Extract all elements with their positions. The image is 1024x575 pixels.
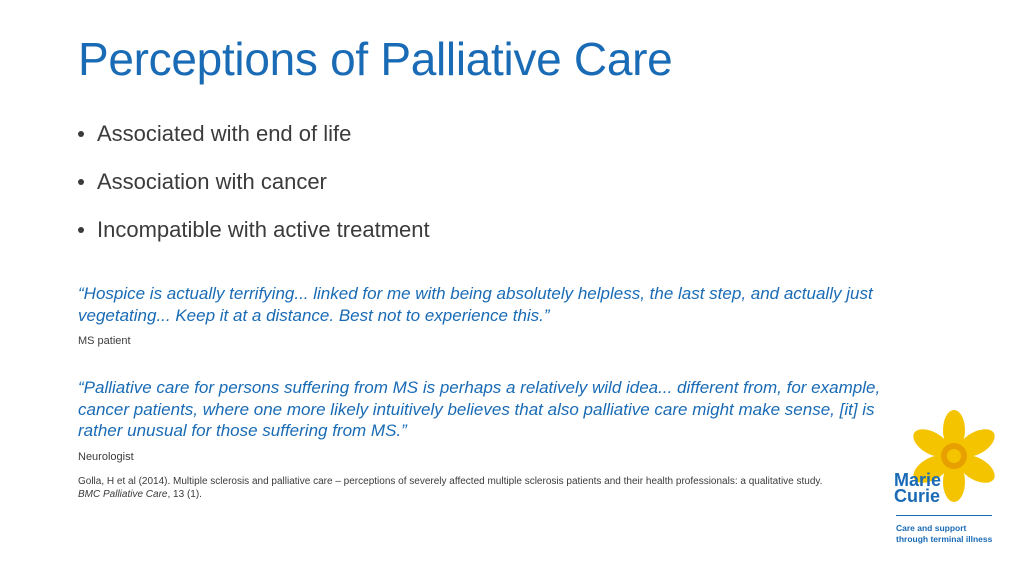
bullet-item (78, 118, 430, 166)
bullet-list (78, 118, 430, 262)
neurologist-attribution: Neurologist (78, 451, 134, 463)
bullet-item (78, 166, 430, 214)
patient-quote: “Hospice is actually terrifying... linked for me with being absolutely helpless, the last step, and actually just vegetating... Keep it at a distance. Best not to experience this.” (78, 284, 873, 325)
reference-volume: , 13 (1). (167, 489, 202, 500)
bullet-text: Incompatible with active treatment (97, 217, 430, 242)
marie-curie-logo (894, 410, 1004, 550)
logo-tagline: Care and support through terminal illness (896, 523, 993, 544)
bullet-dot-icon (78, 227, 84, 233)
reference-text: Golla, H et al (2014). Multiple sclerosis and palliative care – perceptions of severely affected multiple sclerosis patients and their health professionals: a qualitative study. (78, 476, 823, 487)
bullet-text: Association with cancer (97, 169, 327, 194)
neurologist-quote: “Palliative care for persons suffering from MS is perhaps a relatively wild idea... different from, for example, cancer patients, where one more likely intuitively believes that also palliative care might make sense, [it] is rather unusual for those suffering from MS.” (78, 378, 881, 440)
bullet-dot-icon (78, 179, 84, 185)
logo-wordmark: Marie Curie (894, 470, 942, 506)
bullet-text: Associated with end of life (97, 121, 352, 146)
patient-attribution: MS patient (78, 335, 131, 347)
reference-citation (78, 475, 898, 501)
slide-title: Perceptions of Palliative Care (78, 33, 673, 85)
bullet-dot-icon (78, 131, 84, 137)
logo-divider (896, 515, 992, 516)
reference-journal: BMC Palliative Care (78, 489, 168, 500)
bullet-item (78, 214, 430, 262)
